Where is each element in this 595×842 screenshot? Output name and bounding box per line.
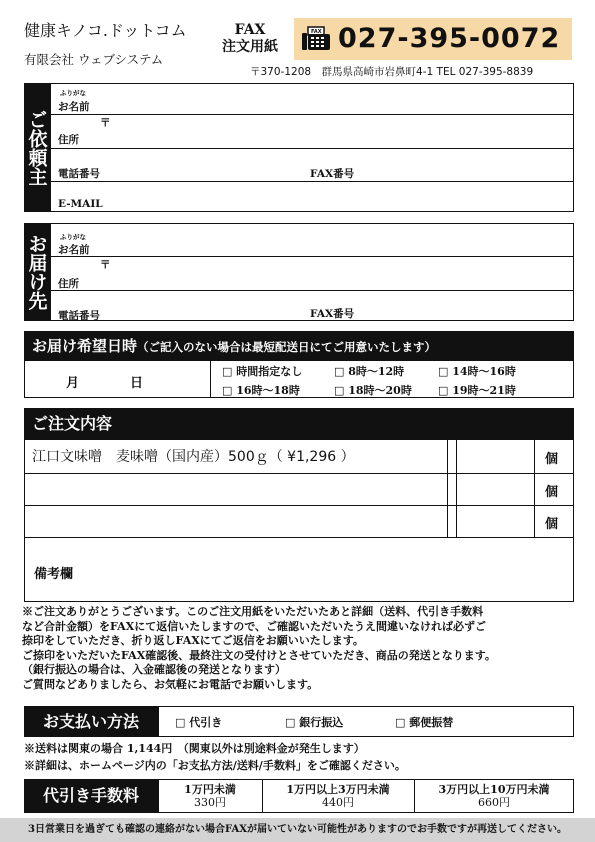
cod-tier-range: 3万円以上10万円未満 bbox=[438, 783, 550, 796]
order-notes bbox=[22, 605, 582, 692]
delivery-subtitle: （ご記入のない場合は最短配送日にてご用意いたします） bbox=[137, 340, 437, 354]
cod-tier-fee: 440円 bbox=[322, 796, 354, 809]
cod-tier-2 bbox=[262, 783, 414, 809]
note-line: など合計金額）をFAXにて返信いたしますので、ご確認いただいたうえ間違いなければ必ずご bbox=[22, 619, 487, 633]
divider bbox=[24, 473, 574, 474]
company-address: 〒370-1208 群馬県高崎市岩鼻町4-1 TEL 027-395-8839 bbox=[250, 66, 534, 78]
time-option-16-18[interactable]: □ 16時～18時 bbox=[222, 384, 300, 397]
details-note: ※詳細は、ホームページ内の「お支払方法/送料/手数料」をご確認ください。 bbox=[24, 759, 406, 772]
requester-name-label: お名前 bbox=[58, 101, 90, 113]
divider bbox=[534, 439, 535, 537]
divider bbox=[50, 148, 574, 149]
fax-icon-label: FAX bbox=[311, 29, 322, 35]
postal-mark: 〒 bbox=[100, 117, 111, 129]
note-line: （銀行振込の場合は、入金確認後の発送となります） bbox=[22, 663, 286, 676]
note-line: ご質問などありましたら、お気軽にお電話でお願いします。 bbox=[22, 677, 319, 691]
divider bbox=[24, 537, 574, 538]
time-option-8-12[interactable]: □ 8時～12時 bbox=[334, 365, 405, 378]
time-option-none[interactable]: □ 時間指定なし bbox=[222, 365, 303, 378]
requester-fax-label: FAX番号 bbox=[310, 168, 355, 180]
delivery-title: お届け希望日時 bbox=[32, 337, 138, 355]
furigana-label: ふりがな bbox=[60, 89, 86, 97]
requester-phone-label: 電話番号 bbox=[58, 168, 100, 180]
divider bbox=[447, 439, 448, 537]
payment-option-bank-transfer[interactable]: □ 銀行振込 bbox=[285, 716, 344, 729]
note-line: ※ご注文ありがとうございます。このご注文用紙をいただいたあと詳細（送料、代引き手数料 bbox=[22, 605, 484, 618]
cod-tier-fee: 330円 bbox=[194, 796, 226, 809]
cod-tier-range: 1万円以上3万円未満 bbox=[286, 783, 390, 796]
requester-address-label: 住所 bbox=[58, 134, 79, 146]
unit-label: 個 bbox=[545, 452, 559, 467]
requester-email-label: E-MAIL bbox=[58, 198, 103, 210]
recipient-address-label: 住所 bbox=[58, 278, 79, 290]
fax-title-line2: 注文用紙 bbox=[222, 39, 278, 55]
divider bbox=[24, 505, 574, 506]
cod-tier-3 bbox=[414, 783, 574, 809]
recipient-fax-label: FAX番号 bbox=[310, 308, 355, 320]
order-item-1: 江口文味噌 麦味噌（国内産）500ｇ（ ¥1,296 ） bbox=[32, 449, 355, 465]
cod-tier-1 bbox=[158, 783, 262, 809]
cod-tier-range: 1万円未満 bbox=[184, 783, 236, 796]
payment-title: お支払い方法 bbox=[24, 706, 158, 737]
corporation-name: 有限会社 ウェブシステム bbox=[24, 52, 164, 67]
time-option-14-16[interactable]: □ 14時～16時 bbox=[438, 365, 516, 378]
payment-option-postal-transfer[interactable]: □ 郵便振替 bbox=[395, 716, 454, 729]
month-label: 月 bbox=[66, 376, 80, 391]
shipping-note: ※送料は関東の場合 1,144円 （関東以外は別途料金が発生します） bbox=[24, 742, 365, 755]
payment-option-cod[interactable]: □ 代引き bbox=[175, 716, 223, 729]
divider bbox=[456, 439, 457, 537]
fax-order-form-title bbox=[210, 22, 290, 56]
unit-label: 個 bbox=[545, 517, 559, 532]
divider bbox=[50, 181, 574, 182]
company-name: 健康キノコ.ドットコム bbox=[24, 21, 187, 40]
time-option-19-21[interactable]: □ 19時～21時 bbox=[438, 384, 516, 397]
fax-title-line1: FAX bbox=[234, 22, 266, 38]
note-line: 捺印をしていただき、折り返しFAXにてご返信をお願いいたします。 bbox=[22, 634, 364, 647]
furigana-label: ふりがな bbox=[60, 233, 86, 241]
divider bbox=[50, 256, 574, 257]
fax-number: 027-395-0072 bbox=[338, 23, 561, 54]
unit-label: 個 bbox=[545, 485, 559, 500]
note-line: ご捺印をいただいたFAX確認後、最終注文の受付けとさせていただき、商品の発送となります。 bbox=[22, 648, 496, 662]
divider bbox=[50, 290, 574, 291]
postal-mark: 〒 bbox=[100, 259, 111, 271]
cod-tier-fee: 660円 bbox=[478, 796, 510, 809]
time-option-18-20[interactable]: □ 18時～20時 bbox=[334, 384, 412, 397]
remarks-label: 備考欄 bbox=[34, 567, 74, 582]
delivery-header bbox=[24, 331, 574, 360]
recipient-side-label: お届け先 bbox=[24, 223, 50, 321]
recipient-phone-label: 電話番号 bbox=[58, 310, 100, 322]
cod-fee-title: 代引き手数料 bbox=[24, 779, 158, 813]
divider bbox=[50, 114, 574, 115]
fax-machine-icon bbox=[302, 26, 330, 52]
day-label: 日 bbox=[130, 376, 144, 391]
requester-side-label: ご依頼主 bbox=[24, 83, 50, 212]
recipient-name-label: お名前 bbox=[58, 244, 90, 256]
order-title: ご注文内容 bbox=[24, 408, 574, 439]
divider bbox=[210, 360, 211, 398]
footer-notice: 3日営業日を過ぎても確認の連絡がない場合FAXが届いていない可能性がありますのでお手数ですが再送してください。 bbox=[0, 818, 595, 842]
